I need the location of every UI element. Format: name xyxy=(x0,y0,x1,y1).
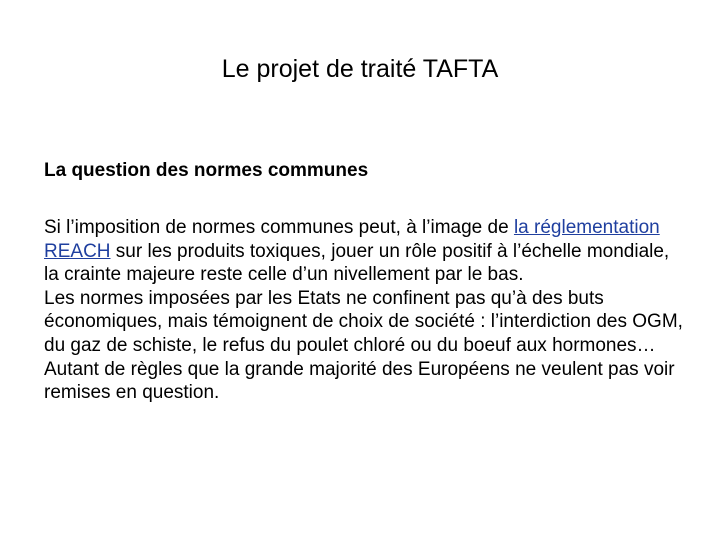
paragraph-reach-intro: Si l’imposition de normes communes peut, à l’image de xyxy=(44,217,514,238)
reach-link[interactable]: la réglementation REACH xyxy=(44,217,660,262)
slide-subtitle: La question des normes communes xyxy=(44,160,369,181)
slide-body xyxy=(44,216,684,405)
paragraph-reach-rest: sur les produits toxiques, jouer un rôle positif à l’échelle mondiale, la crainte majeure reste celle d’un nivellement par le bas. xyxy=(44,240,670,286)
paragraph-standards: Les normes imposées par les Etats ne confinent pas qu’à des buts économiques, mais témoignent de choix de société : l’interdiction des OGM, du gaz de schiste, le refus du poulet chloré ou du boeuf aux hormones… Autant de règles que la grande majorité des Européens ne veulent pas voir remises en question. xyxy=(44,287,683,404)
slide-title: Le projet de traité TAFTA xyxy=(221,55,499,83)
paragraph-reach xyxy=(44,216,684,287)
